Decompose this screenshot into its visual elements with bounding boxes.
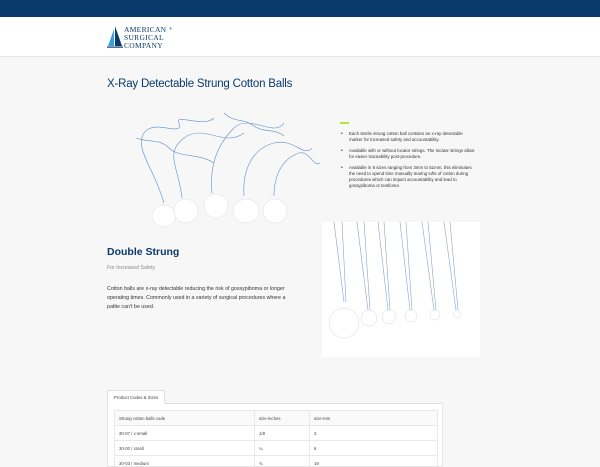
- table-cell: ¼: [255, 441, 310, 456]
- table-cell: 19: [310, 456, 438, 467]
- tab-product-codes[interactable]: Product Codes & Sizes: [107, 390, 165, 404]
- section-heading: Double Strung: [107, 246, 180, 258]
- feature-item: • Available in 8 sizes ranging from 3mm to 51mm, this eliminates the need to spend time manually tearing tufts of cotton during procedures which can impact accountability and lead to gossypiboma or textiloma: [341, 165, 476, 189]
- top-bar: [0, 0, 600, 17]
- section-subheading: For Increased Safety: [107, 265, 156, 271]
- table-header-row: [115, 411, 438, 426]
- feature-list: [341, 131, 476, 194]
- double-strung-cotton-balls-image: [322, 222, 480, 357]
- sizes-table-panel: [107, 404, 443, 467]
- section-body: Cotton balls are x-ray detectable reducing the risk of gossypiboma or longer operating times. Commonly used in a variety of surgical procedures where a pattie can't be used.: [107, 286, 286, 310]
- table-row: [115, 426, 438, 441]
- table-row: [115, 456, 438, 467]
- table-cell: 3: [310, 426, 438, 441]
- page-title: X-Ray Detectable Strung Cotton Balls: [107, 78, 293, 90]
- feature-item: • Available with or without locator strings. The locator strings allow for easier traceability post-procedure.: [341, 148, 476, 160]
- table-cell: 6: [310, 441, 438, 456]
- table-cell: 30-07 / x-small: [115, 426, 255, 441]
- product-tabs: [107, 390, 443, 404]
- column-header: size-inches: [255, 411, 310, 426]
- logo-text: AMERICAN SURGICAL COMPANY ®: [124, 25, 173, 50]
- table-cell: 30-03 / medium: [115, 456, 255, 467]
- logo[interactable]: [107, 25, 187, 51]
- feature-item: • Each sterile strung cotton ball contains an x-ray detectable marker for increased safety and accountability.: [341, 131, 476, 143]
- column-header: Strung cotton balls code: [115, 411, 255, 426]
- table-row: [115, 441, 438, 456]
- sail-logo-icon: [107, 26, 123, 48]
- accent-bar: [340, 122, 349, 124]
- table-cell: ¾: [255, 456, 310, 467]
- column-header: size-mm: [310, 411, 438, 426]
- strung-cotton-balls-image: [124, 108, 320, 238]
- site-header: [0, 17, 600, 57]
- sizes-table: [114, 410, 438, 467]
- table-cell: 1/8: [255, 426, 310, 441]
- table-cell: 30-00 / small: [115, 441, 255, 456]
